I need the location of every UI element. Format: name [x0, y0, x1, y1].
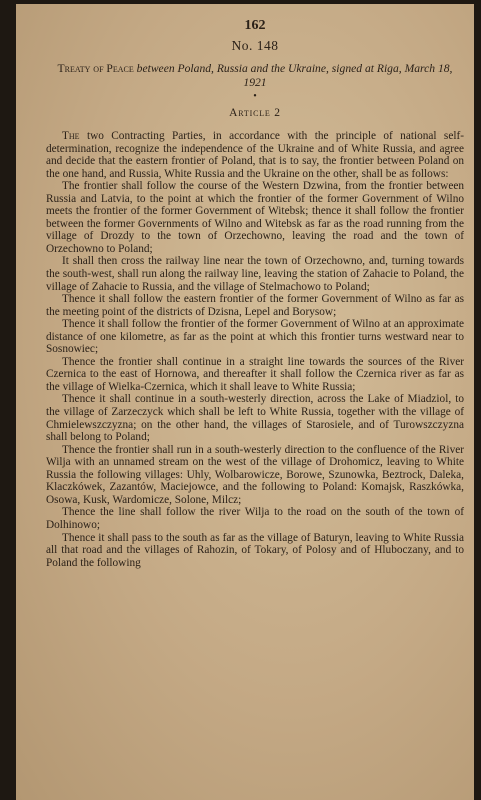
paragraph-intro	[46, 130, 464, 180]
document-title	[50, 62, 460, 90]
intro-lead: The	[62, 130, 80, 142]
paragraph: Thence the line shall follow the river Wilja to the road on the south of the town of Dolhinowo;	[46, 506, 464, 531]
paragraph: Thence the frontier shall run in a south-westerly direction to the confluence of the River Wilja with an unnamed stream on the west of the village of Drohomicz, leaving to White Russia the following villages: Uhly, Wolbarowicze, Borowe, Szunowka, Beztrock, Daleka, Klaczkówek, Zazantów, Maciejowce, and the following to Poland: Komajsk, Raszkówka, Osowa, Kusk, Wardomicze, Solone, Milcz;	[46, 443, 464, 506]
title-lead: Treaty of Peace	[57, 62, 134, 75]
paragraph: Thence it shall pass to the south as far as the village of Baturyn, leaving to White Russia all that road and the villages of Rahozin, of Tokary, of Polosy and of Hluboczany, and to Poland the following	[46, 531, 464, 569]
article-heading: Article 2	[229, 107, 281, 119]
treaty-text	[46, 130, 464, 569]
title-rest: between Poland, Russia and the Ukraine, signed at Riga, March 18, 1921	[133, 62, 453, 89]
intro-rest: two Contracting Parties, in accordance with the principle of national self-determination, recognize the independence of the Ukraine and of White Russia, and agree and decide that the eastern frontier of Poland, that is to say, the frontier between Poland on the one hand, and Russia, White Russia and the Ukraine on the other, shall be as follows:	[46, 130, 464, 180]
page-number: 162	[244, 18, 266, 33]
paragraph: Thence it shall follow the frontier of the former Government of Wilno at an approximate distance of one kilometre, as far as the point at which this frontier turns westward near to Sosnowiec;	[46, 318, 464, 356]
paragraph: Thence it shall follow the eastern frontier of the former Government of Wilno as far as the meeting point of the districts of Dzisna, Lepel and Borysow;	[46, 293, 464, 318]
document-number: No. 148	[231, 38, 279, 53]
paragraph: The frontier shall follow the course of the Western Dzwina, from the frontier between Russia and Latvia, to the point at which the frontier of the former Government of Wilno meets the frontier of the former Government of Witebsk; thence it shall follow the frontier between the former Governments of Wilno and Witebsk as far as the road running from the village of Drozdy to the town of Orzechowno, leaving the road and the town of Orzechowno to Poland;	[46, 180, 464, 255]
ornament-dot: •	[253, 91, 257, 102]
paragraph: Thence it shall continue in a south-westerly direction, across the Lake of Miadziol, to the village of Zarzeczyck which shall be left to White Russia, together with the village of Chmielewszczyzna; on the other hand, the villages of Starosiele, and of Turowszczyzna shall belong to Poland;	[46, 393, 464, 444]
paragraph: It shall then cross the railway line near the town of Orzechowno, and, turning towards the south-west, shall run along the railway line, leaving the station of Zahacie to Poland, the village of Zahacie to Russia, and the village of Stelmachowo to Poland;	[46, 255, 464, 293]
paragraph: Thence the frontier shall continue in a straight line towards the sources of the River Czernica to the east of Hornowa, and thereafter it shall follow the Czernica river as far as the village of Wielka-Czernica, which it shall leave to White Russia;	[46, 355, 464, 393]
book-page	[16, 4, 474, 800]
